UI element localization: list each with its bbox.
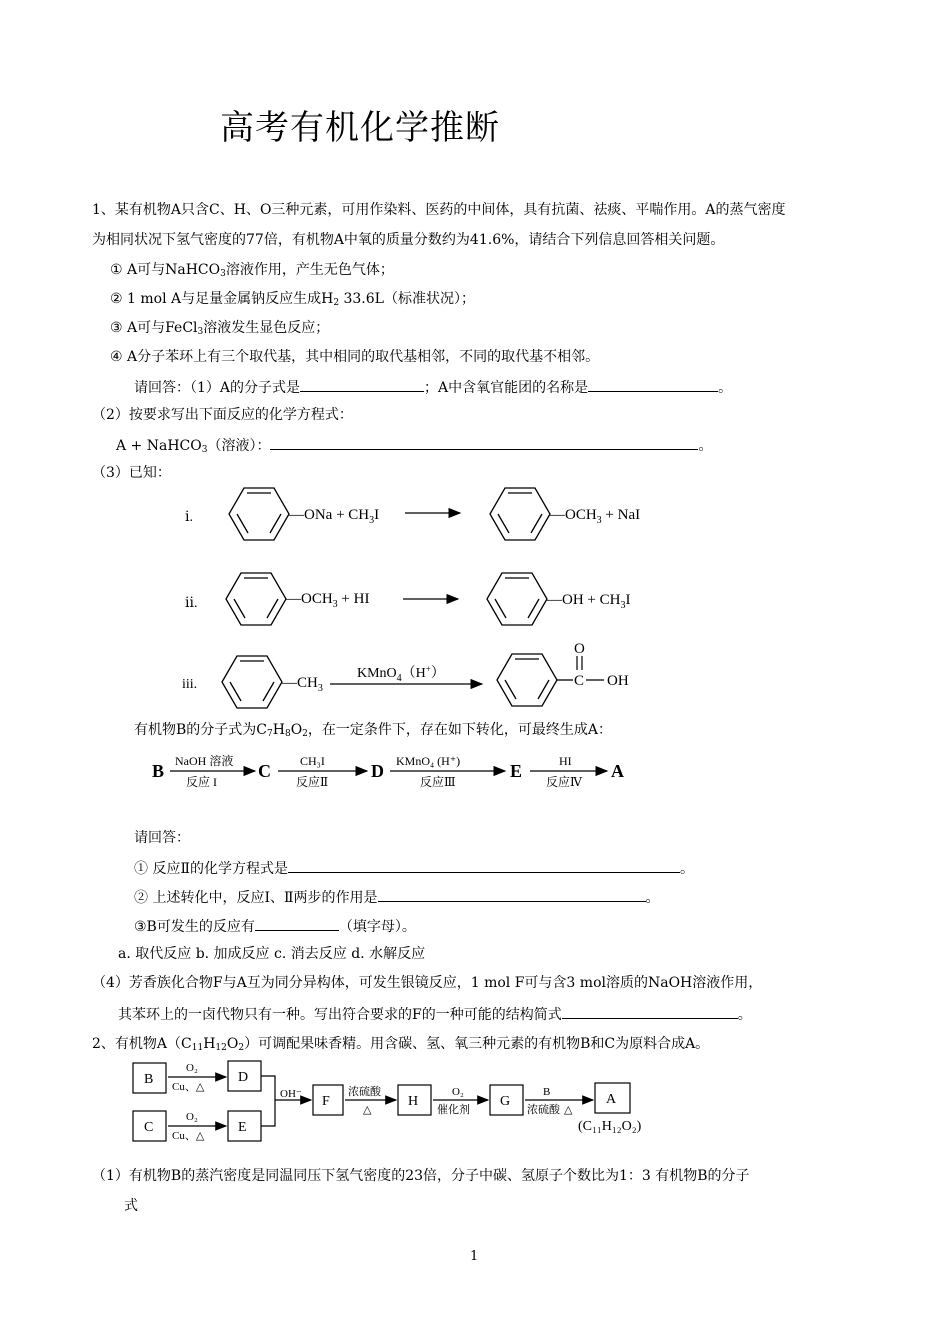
benzene-ring-icon — [487, 573, 547, 625]
flow-label-f: F — [322, 1094, 330, 1109]
flow-reagent-b: B — [543, 1086, 551, 1098]
q1-info-4: ④ A分子苯环上有三个取代基，其中相同的取代基相邻，不同的取代基不相邻。 — [110, 349, 600, 365]
q1-info-3: ③ A可与FeCl$_3$溶液发生显色反应； — [110, 320, 330, 337]
flow-label-d: D — [238, 1070, 249, 1085]
answer-blank-structure[interactable] — [562, 1003, 738, 1019]
page-title: 高考有机化学推断 — [220, 108, 500, 148]
flow-label-b: B — [144, 1072, 154, 1087]
chain-node-d: D — [371, 761, 384, 781]
q1-info-2: ② 1 mol A与足量金属钠反应生成$H_2$ 33.6L（标准状况）； — [110, 291, 475, 308]
flow-reagent-o2-bottom: O₂ — [186, 1111, 198, 1123]
flow-reagent-oh: OH⁻ — [280, 1088, 302, 1100]
benzene-ring-icon — [222, 656, 282, 708]
chain-reagent-1: NaOH 溶液 — [175, 754, 234, 768]
chain-node-e: E — [510, 761, 523, 781]
conversion-chain-diagram — [0, 745, 950, 795]
q1-sub-2: ② 上述转化中，反应Ⅰ、Ⅱ两步的作用是 。 — [134, 886, 660, 908]
benzene-ring-icon — [497, 654, 557, 706]
chain-reagent-3: KMnO₄ (H⁺) — [396, 754, 461, 768]
reaction-iii-label: iii. — [182, 677, 198, 692]
reaction-ii — [185, 573, 630, 625]
q1-ask-1: 请回答：（1）A的分子式是 ；A中含氧官能团的名称是 。 — [134, 376, 732, 398]
reaction-ii-product: —OH + $CH_3I$ — [547, 592, 631, 611]
chain-node-c: C — [258, 761, 271, 781]
chain-reaction-2: 反应Ⅱ — [296, 775, 329, 789]
reaction-ii-label: ⅱ. — [185, 596, 198, 611]
reaction-ii-reactant: $—OCH_3$ + HI — [286, 591, 370, 610]
reaction-iii-reagent: KMnO$_4$（H+） — [357, 664, 445, 684]
reaction-i-product: $—OCH_3$ + NaI — [550, 507, 641, 526]
q1-info-1: ① A可与NaHCO$_3$溶液作用，产生无色气体； — [110, 262, 394, 279]
flow-label-g: G — [500, 1094, 511, 1109]
carboxyl-hydroxyl: OH — [607, 673, 629, 689]
chain-reaction-3: 反应Ⅲ — [420, 775, 456, 789]
flow-condition-heat-1: △ — [363, 1104, 372, 1116]
synthesis-flow-diagram — [0, 1055, 950, 1150]
reaction-i — [185, 488, 640, 540]
benzene-ring-icon — [226, 573, 286, 625]
q1-part4-line1: （4）芳香族化合物F与A互为同分异构体，可发生银镜反应，1 mol F可与含3 mol溶质的NaOH溶液作用， — [92, 975, 763, 991]
flow-reagent-acid-1: 浓硫酸 — [348, 1086, 381, 1098]
carboxyl-oxygen: O — [574, 641, 585, 657]
flow-label-h: H — [408, 1094, 419, 1109]
compound-b-description: 有机物B的分子式为$C_7H_8O_2$，在一定条件下，存在如下转化，可最终生成A： — [134, 722, 613, 739]
flow-condition-acid-heat: 浓硫酸 △ — [527, 1104, 573, 1116]
flow-product-formula: (C₁₁H₁₂O₂) — [578, 1119, 642, 1134]
q1-sub-1: ① 反应Ⅱ的化学方程式是 。 — [134, 857, 694, 879]
flow-label-c: C — [144, 1120, 154, 1135]
chain-reaction-1: 反应 I — [186, 775, 217, 789]
q1-paragraph-2: 为相同状况下氢气密度的77倍，有机物A中氧的质量分数约为41.6%，请结合下列信息回答相关问题。 — [92, 232, 725, 248]
answer-blank-reaction2[interactable] — [288, 857, 680, 873]
q1-ask-2: 请回答： — [134, 830, 190, 846]
flow-reagent-o2-h: O₂ — [452, 1086, 464, 1098]
q1-part2-title: （2）按要求写出下面反应的化学方程式： — [92, 407, 353, 423]
q1-part2-equation: A + NaHCO$_3$（溶液）： 。 — [116, 434, 712, 456]
flow-condition-cu-top: Cu、△ — [172, 1081, 205, 1093]
q1-paragraph-1: 1、某有机物A只含C、H、O三种元素，可用作染料、医药的中间体，具有抗菌、祛痰、平喘作用。A的蒸气密度 — [92, 202, 786, 218]
flow-reagent-o2-top: O₂ — [186, 1062, 198, 1074]
benzene-ring-icon — [229, 488, 289, 540]
chain-reaction-4: 反应Ⅳ — [546, 775, 582, 789]
chain-reagent-4: HI — [559, 754, 572, 768]
answer-blank-purpose[interactable] — [378, 886, 646, 902]
reaction-iii — [182, 641, 629, 708]
q2-sub1-line2: 式 — [124, 1198, 138, 1214]
q1-part3-title: （3）已知： — [92, 465, 171, 481]
reaction-iii-reactant: $—CH_3$ — [282, 675, 323, 694]
flow-condition-cu-bottom: Cu、△ — [172, 1130, 205, 1142]
q2-intro: 2、有机物$A(C_{11}H_{12}O_2)$可调配果味香精。用含碳、氢、氧三种元素的有机物B和C为原料合成A。 — [92, 1036, 710, 1053]
reaction-i-label: ⅰ. — [185, 510, 193, 525]
flow-label-a: A — [606, 1092, 617, 1107]
q1-sub-3: ③B可发生的反应有 （填字母）。 — [134, 915, 416, 937]
chain-reagent-2: CH₃I — [300, 754, 325, 768]
q1-options: a. 取代反应 b. 加成反应 c. 消去反应 d. 水解反应 — [118, 946, 426, 962]
chain-node-a: A — [611, 761, 624, 781]
page-number: 1 — [470, 1249, 479, 1264]
q1-part4-line2: 其苯环上的一卤代物只有一种。写出符合要求的F的一种可能的结构简式 。 — [118, 1003, 752, 1025]
flow-label-e: E — [238, 1120, 247, 1135]
chain-node-b: B — [152, 761, 165, 781]
flow-condition-catalyst: 催化剂 — [437, 1104, 470, 1116]
q2-sub1-line1: （1）有机物B的蒸汽密度是同温同压下氢气密度的23倍，分子中碳、氢原子个数比为1：3 有机物B的分子 — [92, 1168, 750, 1184]
reaction-i-reactant: —ONa + $CH_3I$ — [289, 507, 380, 526]
benzene-ring-icon — [490, 488, 550, 540]
carboxyl-carbon: C — [574, 673, 585, 689]
answer-blank-reactions[interactable] — [255, 915, 339, 931]
